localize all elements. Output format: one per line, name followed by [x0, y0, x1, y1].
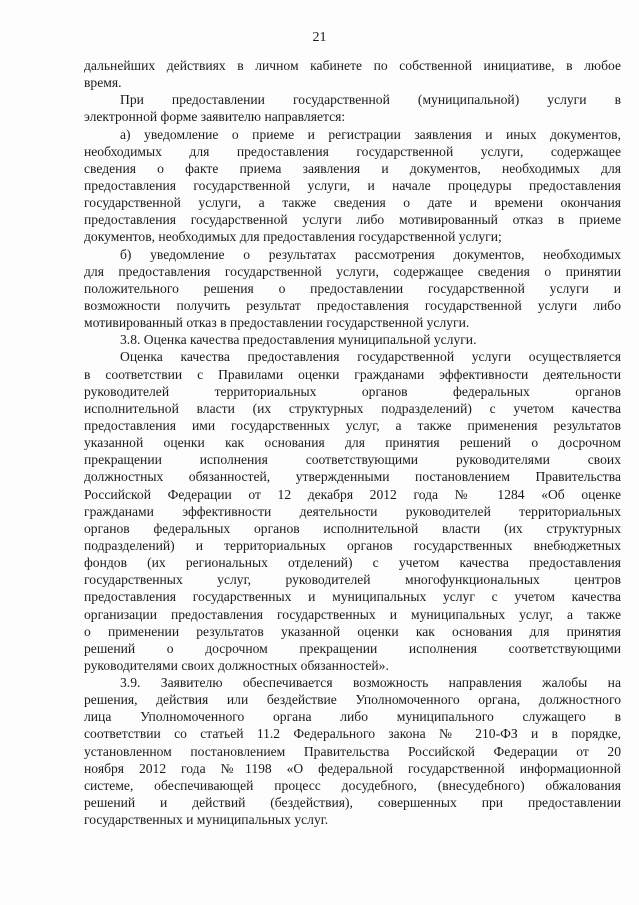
text-line: государственных услуг, руководителей многофункциональных центров — [84, 572, 621, 588]
text-line: должностных обязанностей, утвержденными постановлением Правительства — [84, 469, 621, 485]
text-line: ноября 2012 года №1198 «О федеральной государственной информационной — [84, 760, 621, 776]
text-line: сведения о факте приема заявления и документов, необходимых для — [84, 160, 621, 176]
text-line: дальнейших действиях в личном кабинете по собственной инициативе, в любое — [84, 58, 621, 73]
text-line: предоставления ими государственных услуг, а также применения результатов — [84, 417, 621, 433]
text-line: государственной услуги, а также сведения о дате и времени окончания — [84, 195, 621, 211]
text-line: подразделений) и территориальных органов государственных внебюджетных — [84, 537, 621, 553]
text-line: прекращении исполнения соответствующими руководителями своих — [84, 452, 621, 468]
text-line: для предоставления государственной услуги, содержащее сведения о принятии — [84, 263, 621, 279]
text-line: системе, обеспечивающей процесс досудебного, (внесудебного) обжалования — [84, 777, 621, 793]
page-number: 21 — [312, 30, 327, 45]
text-line: электронной форме заявителю направляется: — [84, 109, 346, 125]
text-line: При предоставлении государственной (муниципальной) услуги в — [120, 92, 621, 108]
text-line: организации предоставления государственных и муниципальных услуг, а также — [84, 606, 621, 622]
text-line: решения, действия или бездействие Уполномоченного органа, должностного — [84, 692, 621, 708]
text-line: лица Уполномоченного органа либо муниципального служащего в — [84, 709, 621, 725]
text-line: органов федеральных органов исполнительной власти (их структурных — [84, 520, 621, 536]
document-body — [84, 57, 621, 828]
text-line: руководителями своих должностных обязанностей». — [84, 657, 389, 673]
text-line: установленном постановлением Правительства Российской Федерации от 20 — [84, 743, 621, 759]
text-line: предоставления государственной услуги, и начале процедуры предоставления — [84, 177, 621, 193]
text-line: указанной оценки как основания для принятия решений о досрочном — [84, 435, 621, 451]
text-line: необходимых для предоставления государственной услуги, содержащее — [84, 143, 621, 159]
text-line: а) уведомление о приеме и регистрации заявления и иных документов, — [120, 126, 621, 142]
text-line: гражданами эффективности деятельности руководителей территориальных — [84, 503, 621, 519]
text-line: время. — [84, 75, 122, 91]
text-line: государственных и муниципальных услуг. — [84, 812, 329, 828]
text-line: фондов (их региональных отделений) с учетом качества предоставления — [84, 555, 621, 571]
text-line: о применении результатов указанной оценки как основания для принятия — [84, 623, 621, 639]
text-line: мотивированный отказ в предоставлении государственной услуги. — [84, 315, 470, 331]
text-line: документов, необходимых для предоставления государственной услуги; — [84, 229, 502, 245]
text-line: руководителей территориальных органов федеральных органов — [84, 383, 621, 399]
text-line: исполнительной власти (их структурных подразделений) с учетом качества — [84, 400, 621, 416]
text-line: предоставления государственной услуги либо мотивированный отказ в приеме — [84, 212, 621, 228]
text-line: б) уведомление о результатах рассмотрения документов, необходимых — [120, 246, 621, 262]
text-line: 3.8. Оценка качества предоставления муниципальной услуги. — [120, 332, 477, 348]
text-line: возможности получить результат предоставления государственной услуги либо — [84, 297, 621, 313]
text-line: Оценка качества предоставления государственной услуги осуществляется — [120, 349, 621, 365]
text-line: в соответствии с Правилами оценки гражданами эффективности деятельности — [84, 366, 621, 382]
text-line: соответствии со статьей 11.2 Федерального закона № 210-ФЗ и в порядке, — [84, 726, 621, 742]
text-line: 3.9. Заявителю обеспечивается возможность направления жалобы на — [120, 675, 621, 691]
text-line: решений о досрочном прекращении исполнения соответствующими — [84, 640, 621, 656]
text-line: решений и действий (бездействия), совершенных при предоставлении — [84, 795, 621, 811]
text-line: Российской Федерации от 12 декабря 2012 года № 1284 «Об оценке — [84, 486, 621, 502]
text-line: положительного решения о предоставлении государственной услуги и — [84, 280, 621, 296]
text-line: предоставления государственных и муниципальных услуг с учетом качества — [84, 589, 621, 605]
